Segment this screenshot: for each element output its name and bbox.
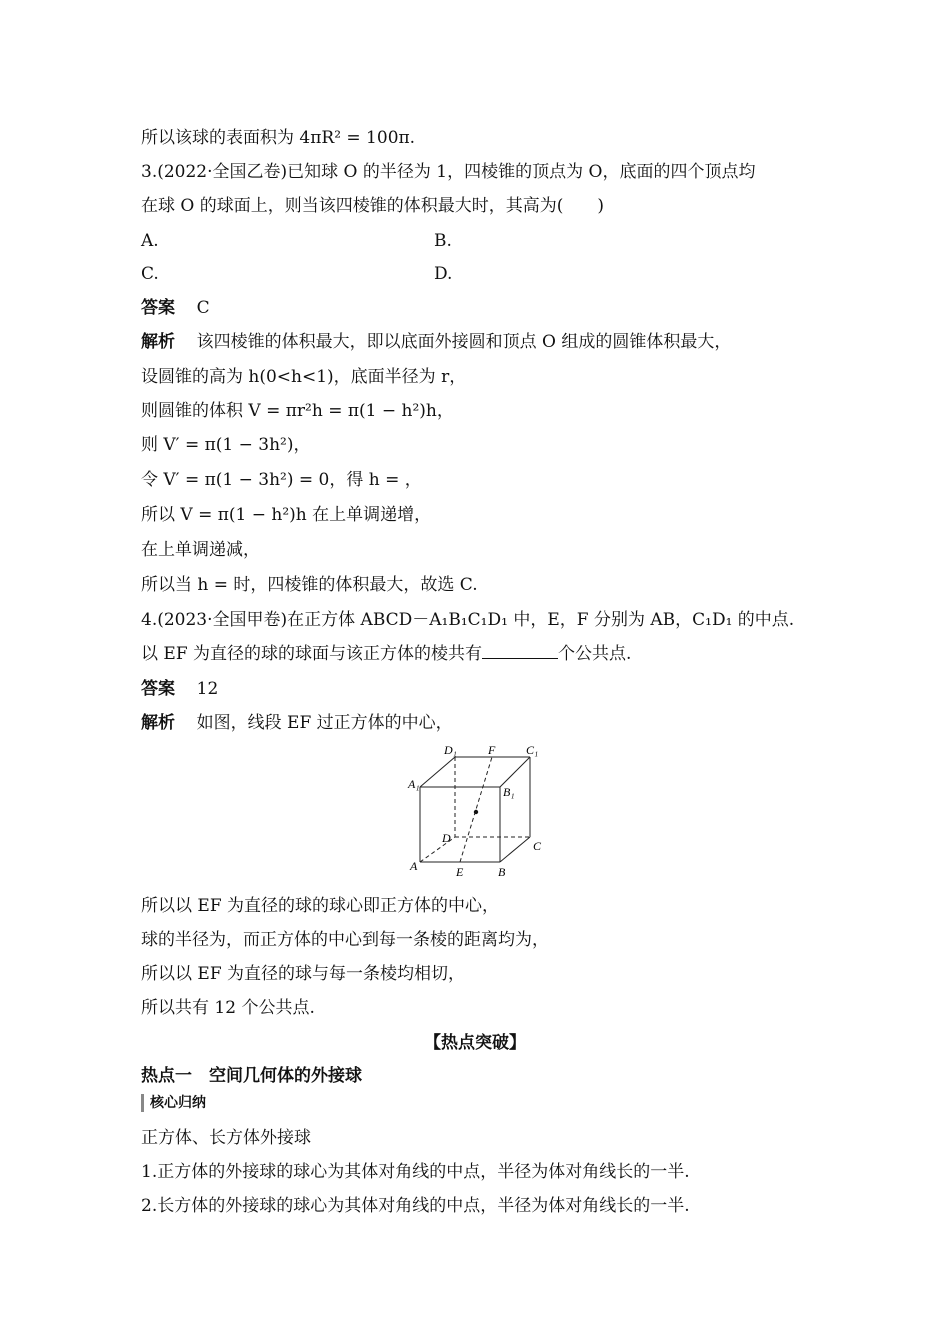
label-D: D [442,831,451,845]
q3-analysis-line5: 令 V′ = π(1 − 3h²) = 0，得 h = ， [141,470,422,490]
q4-analysis-line3: 球的半径为，而正方体的中心到每一条棱的距离均为， [141,930,549,950]
q4-analysis-label: 解析 [141,713,175,733]
q4-answer-label: 答案 [141,679,175,699]
label-B: B [498,865,506,879]
q4-analysis-line1 [141,711,453,735]
q4-stem-line2 [141,642,631,666]
q3-analysis-label: 解析 [141,332,175,352]
q3-analysis-line1 [141,330,731,354]
center-point [474,810,478,814]
q4-stem-text-end: 个公共点. [558,644,632,664]
label-A1: A₁ [408,777,420,791]
label-E: E [456,865,464,879]
q3-analysis-text: 该四棱锥的体积最大，即以底面外接圆和顶点 O 组成的圆锥体积最大， [196,332,732,352]
q3-option-c: C. [141,264,159,284]
q3-option-d: D. [434,264,453,284]
summary-heading: 正方体、长方体外接球 [141,1128,311,1148]
q3-answer-label: 答案 [141,298,175,318]
summary-item-1: 1.正方体的外接球的球心为其体对角线的中点，半径为体对角线长的一半. [141,1162,690,1182]
q4-analysis-line5: 所以共有 12 个公共点. [141,998,315,1018]
answer-blank [482,644,558,659]
q3-analysis-line7: 在上单调递减， [141,540,260,560]
q4-analysis-text: 如图，线段 EF 过正方体的中心， [196,713,453,733]
q3-analysis-line3: 则圆锥的体积 V = πr²h = π(1 − h²)h， [141,401,454,421]
q3-analysis-line4: 则 V′ = π(1 − 3h²)， [141,435,311,455]
q3-answer [141,296,210,320]
q4-answer-value: 12 [196,679,219,699]
cube-figure [400,742,560,882]
label-A: A [410,859,418,873]
label-C1: C₁ [526,743,539,757]
label-F: F [488,743,496,757]
q4-stem-text: 以 EF 为直径的球的球面与该正方体的棱共有 [141,644,483,664]
summary-item-2: 2.长方体的外接球的球心为其体对角线的中点，半径为体对角线长的一半. [141,1196,690,1216]
q3-analysis-line6: 所以 V = π(1 − h²)h 在上单调递增， [141,505,432,525]
label-B1: B₁ [503,785,515,799]
core-summary-tag: 核心归纳 [141,1094,206,1112]
q3-analysis-line8: 所以当 h = 时，四棱锥的体积最大，故选 C. [141,575,478,595]
q4-analysis-line4: 所以以 EF 为直径的球与每一条棱均相切， [141,964,466,984]
label-D1: D₁ [444,743,457,757]
label-C: C [533,839,542,853]
q3-stem-line1: 3.(2022·全国乙卷)已知球 O 的半径为 1，四棱锥的顶点为 O，底面的四个顶点均 [141,162,756,182]
section-title: 【热点突破】 [424,1033,526,1053]
q3-answer-value: C [196,298,210,318]
intro-line: 所以该球的表面积为 4πR² = 100π. [141,128,416,148]
q4-answer [141,677,218,701]
q3-option-a: A. [141,231,159,251]
q4-stem-line1: 4.(2023·全国甲卷)在正方体 ABCD－A₁B₁C₁D₁ 中，E，F 分别为 AB，C₁D₁ 的中点. [141,610,795,630]
q3-option-b: B. [434,231,452,251]
hotspot-title: 热点一 空间几何体的外接球 [141,1066,362,1086]
q4-analysis-line2: 所以以 EF 为直径的球的球心即正方体的中心， [141,896,500,916]
q3-stem-line2: 在球 O 的球面上，则当该四棱锥的体积最大时，其高为( ) [141,196,605,216]
q3-analysis-line2: 设圆锥的高为 h(0<h<1)，底面半径为 r， [141,367,467,387]
